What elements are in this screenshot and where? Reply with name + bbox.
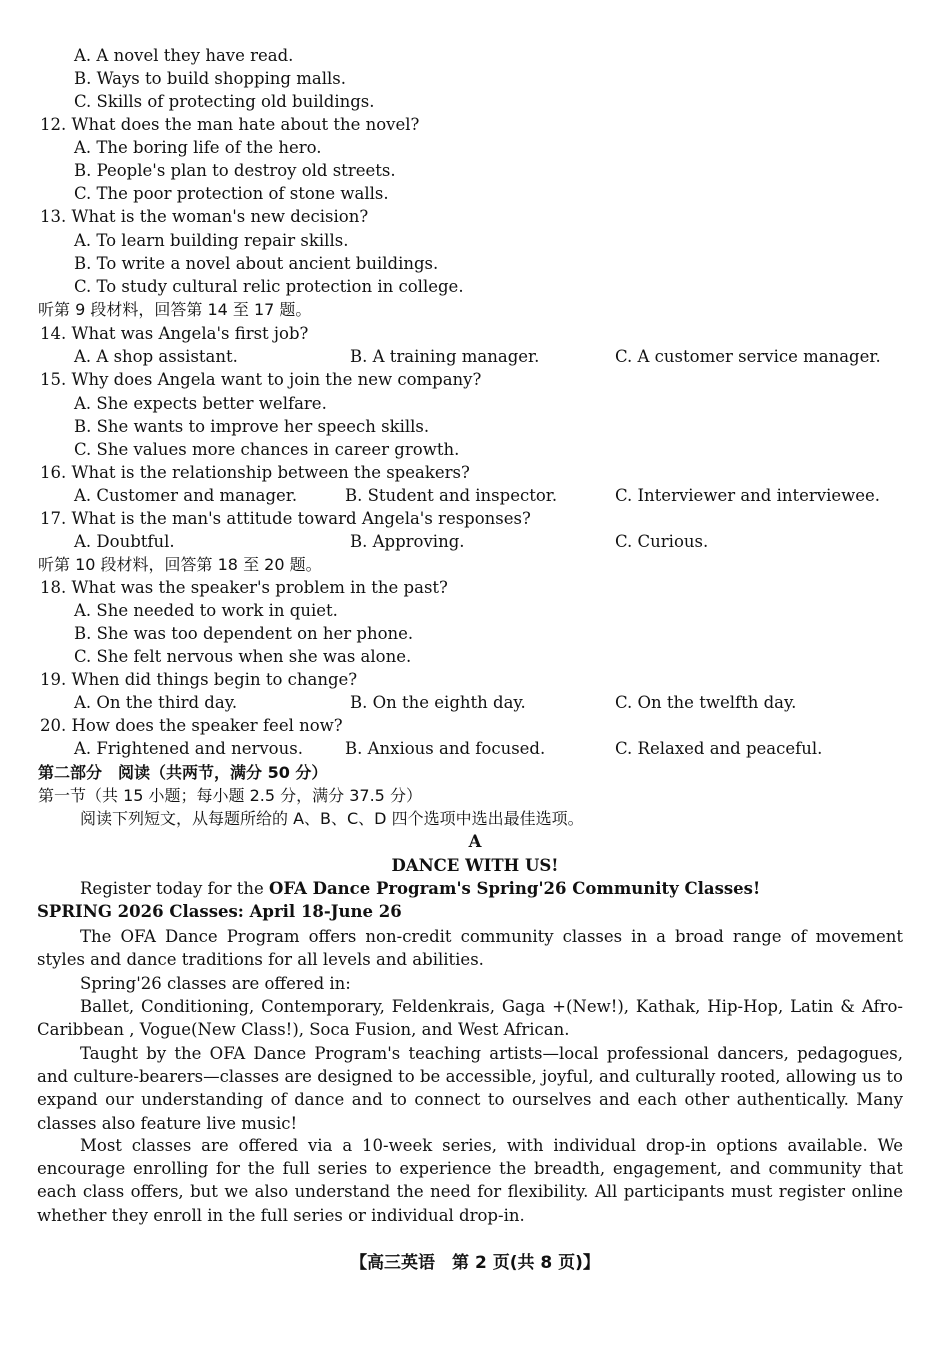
q17-option-b: B. Approving. (350, 532, 465, 551)
reading-instructions: 阅读下列短文，从每题所给的 A、B、C、D 四个选项中选出最佳选项。 (80, 809, 584, 828)
q13-stem: 13. What is the woman's new decision? (40, 207, 369, 226)
section-9-instruction: 听第 9 段材料，回答第 14 至 17 题。 (38, 300, 312, 319)
q16-stem: 16. What is the relationship between the speakers? (40, 463, 470, 482)
q20-option-c: C. Relaxed and peaceful. (615, 739, 823, 758)
passage-paragraph-4: Taught by the OFA Dance Program's teaching artists—local professional dancers, pedagogues, and culture-bearers—classes are designed to be accessible, joyful, and culturally rooted, allowing us to expand our understanding of dance and to connect to ourselves and each other authentically. Many classes also feature live music! (37, 1044, 903, 1133)
register-line (80, 879, 760, 899)
q15-option-c: C. She values more chances in career growth. (74, 440, 460, 459)
q11-option-a: A. A novel they have read. (74, 46, 294, 65)
q13-option-a: A. To learn building repair skills. (74, 231, 349, 250)
register-bold: OFA Dance Program's Spring'26 Community Classes! (269, 879, 761, 898)
q18-stem: 18. What was the speaker's problem in the past? (40, 578, 448, 597)
q12-stem: 12. What does the man hate about the novel? (40, 115, 420, 134)
register-prefix: Register today for the (80, 879, 269, 898)
passage-paragraph-5: Most classes are offered via a 10-week series, with individual drop-in options available. We encourage enrolling for the full series to experience the breadth, engagement, and community that each class offers, but we also understand the need for flexibility. All participants must register online whether they enroll in the full series or individual drop-in. (37, 1136, 903, 1225)
passage-paragraph-2: Spring'26 classes are offered in: (80, 974, 351, 993)
q19-option-b: B. On the eighth day. (350, 693, 526, 712)
q12-option-a: A. The boring life of the hero. (74, 138, 322, 157)
q19-option-a: A. On the third day. (74, 693, 238, 712)
page-footer: 【高三英语 第 2 页(共 8 页)】 (350, 1253, 600, 1273)
passage-letter: A (468, 832, 482, 851)
q18-option-b: B. She was too dependent on her phone. (74, 624, 414, 643)
q20-stem: 20. How does the speaker feel now? (40, 716, 343, 735)
q12-option-c: C. The poor protection of stone walls. (74, 184, 389, 203)
section-1-heading: 第一节（共 15 小题；每小题 2.5 分，满分 37.5 分） (38, 786, 422, 805)
q18-option-a: A. She needed to work in quiet. (74, 601, 338, 620)
q16-option-b: B. Student and inspector. (345, 486, 558, 505)
part-2-heading: 第二部分 阅读（共两节，满分 50 分） (38, 763, 328, 782)
q17-option-a: A. Doubtful. (74, 532, 175, 551)
passage-paragraph-1: The OFA Dance Program offers non-credit community classes in a broad range of movement styles and dance traditions for all levels and abilities. (37, 927, 903, 970)
dates-line: SPRING 2026 Classes: April 18-June 26 (37, 902, 402, 921)
q11-option-c: C. Skills of protecting old buildings. (74, 92, 375, 111)
q13-option-b: B. To write a novel about ancient buildings. (74, 254, 439, 273)
q13-option-c: C. To study cultural relic protection in college. (74, 277, 464, 296)
q11-option-b: B. Ways to build shopping malls. (74, 69, 346, 88)
q14-option-a: A. A shop assistant. (74, 347, 238, 366)
q15-option-a: A. She expects better welfare. (74, 394, 327, 413)
q16-option-a: A. Customer and manager. (74, 486, 298, 505)
section-10-instruction: 听第 10 段材料，回答第 18 至 20 题。 (38, 555, 322, 574)
q17-option-c: C. Curious. (615, 532, 709, 551)
q19-option-c: C. On the twelfth day. (615, 693, 797, 712)
q17-stem: 17. What is the man's attitude toward Angela's responses? (40, 509, 531, 528)
passage-paragraph-3: Ballet, Conditioning, Contemporary, Feldenkrais, Gaga +(New!), Kathak, Hip-Hop, Latin & Afro-Caribbean , Vogue(New Class!), Soca Fusion, and West African. (37, 997, 903, 1040)
q14-option-b: B. A training manager. (350, 347, 540, 366)
q12-option-b: B. People's plan to destroy old streets. (74, 161, 396, 180)
q20-option-b: B. Anxious and focused. (345, 739, 546, 758)
q15-stem: 15. Why does Angela want to join the new company? (40, 370, 482, 389)
q20-option-a: A. Frightened and nervous. (74, 739, 303, 758)
q15-option-b: B. She wants to improve her speech skills. (74, 417, 430, 436)
passage-title: DANCE WITH US! (391, 856, 559, 875)
q19-stem: 19. When did things begin to change? (40, 670, 358, 689)
q14-stem: 14. What was Angela's first job? (40, 324, 309, 343)
q14-option-c: C. A customer service manager. (615, 347, 881, 366)
q16-option-c: C. Interviewer and interviewee. (615, 486, 881, 505)
q18-option-c: C. She felt nervous when she was alone. (74, 647, 412, 666)
